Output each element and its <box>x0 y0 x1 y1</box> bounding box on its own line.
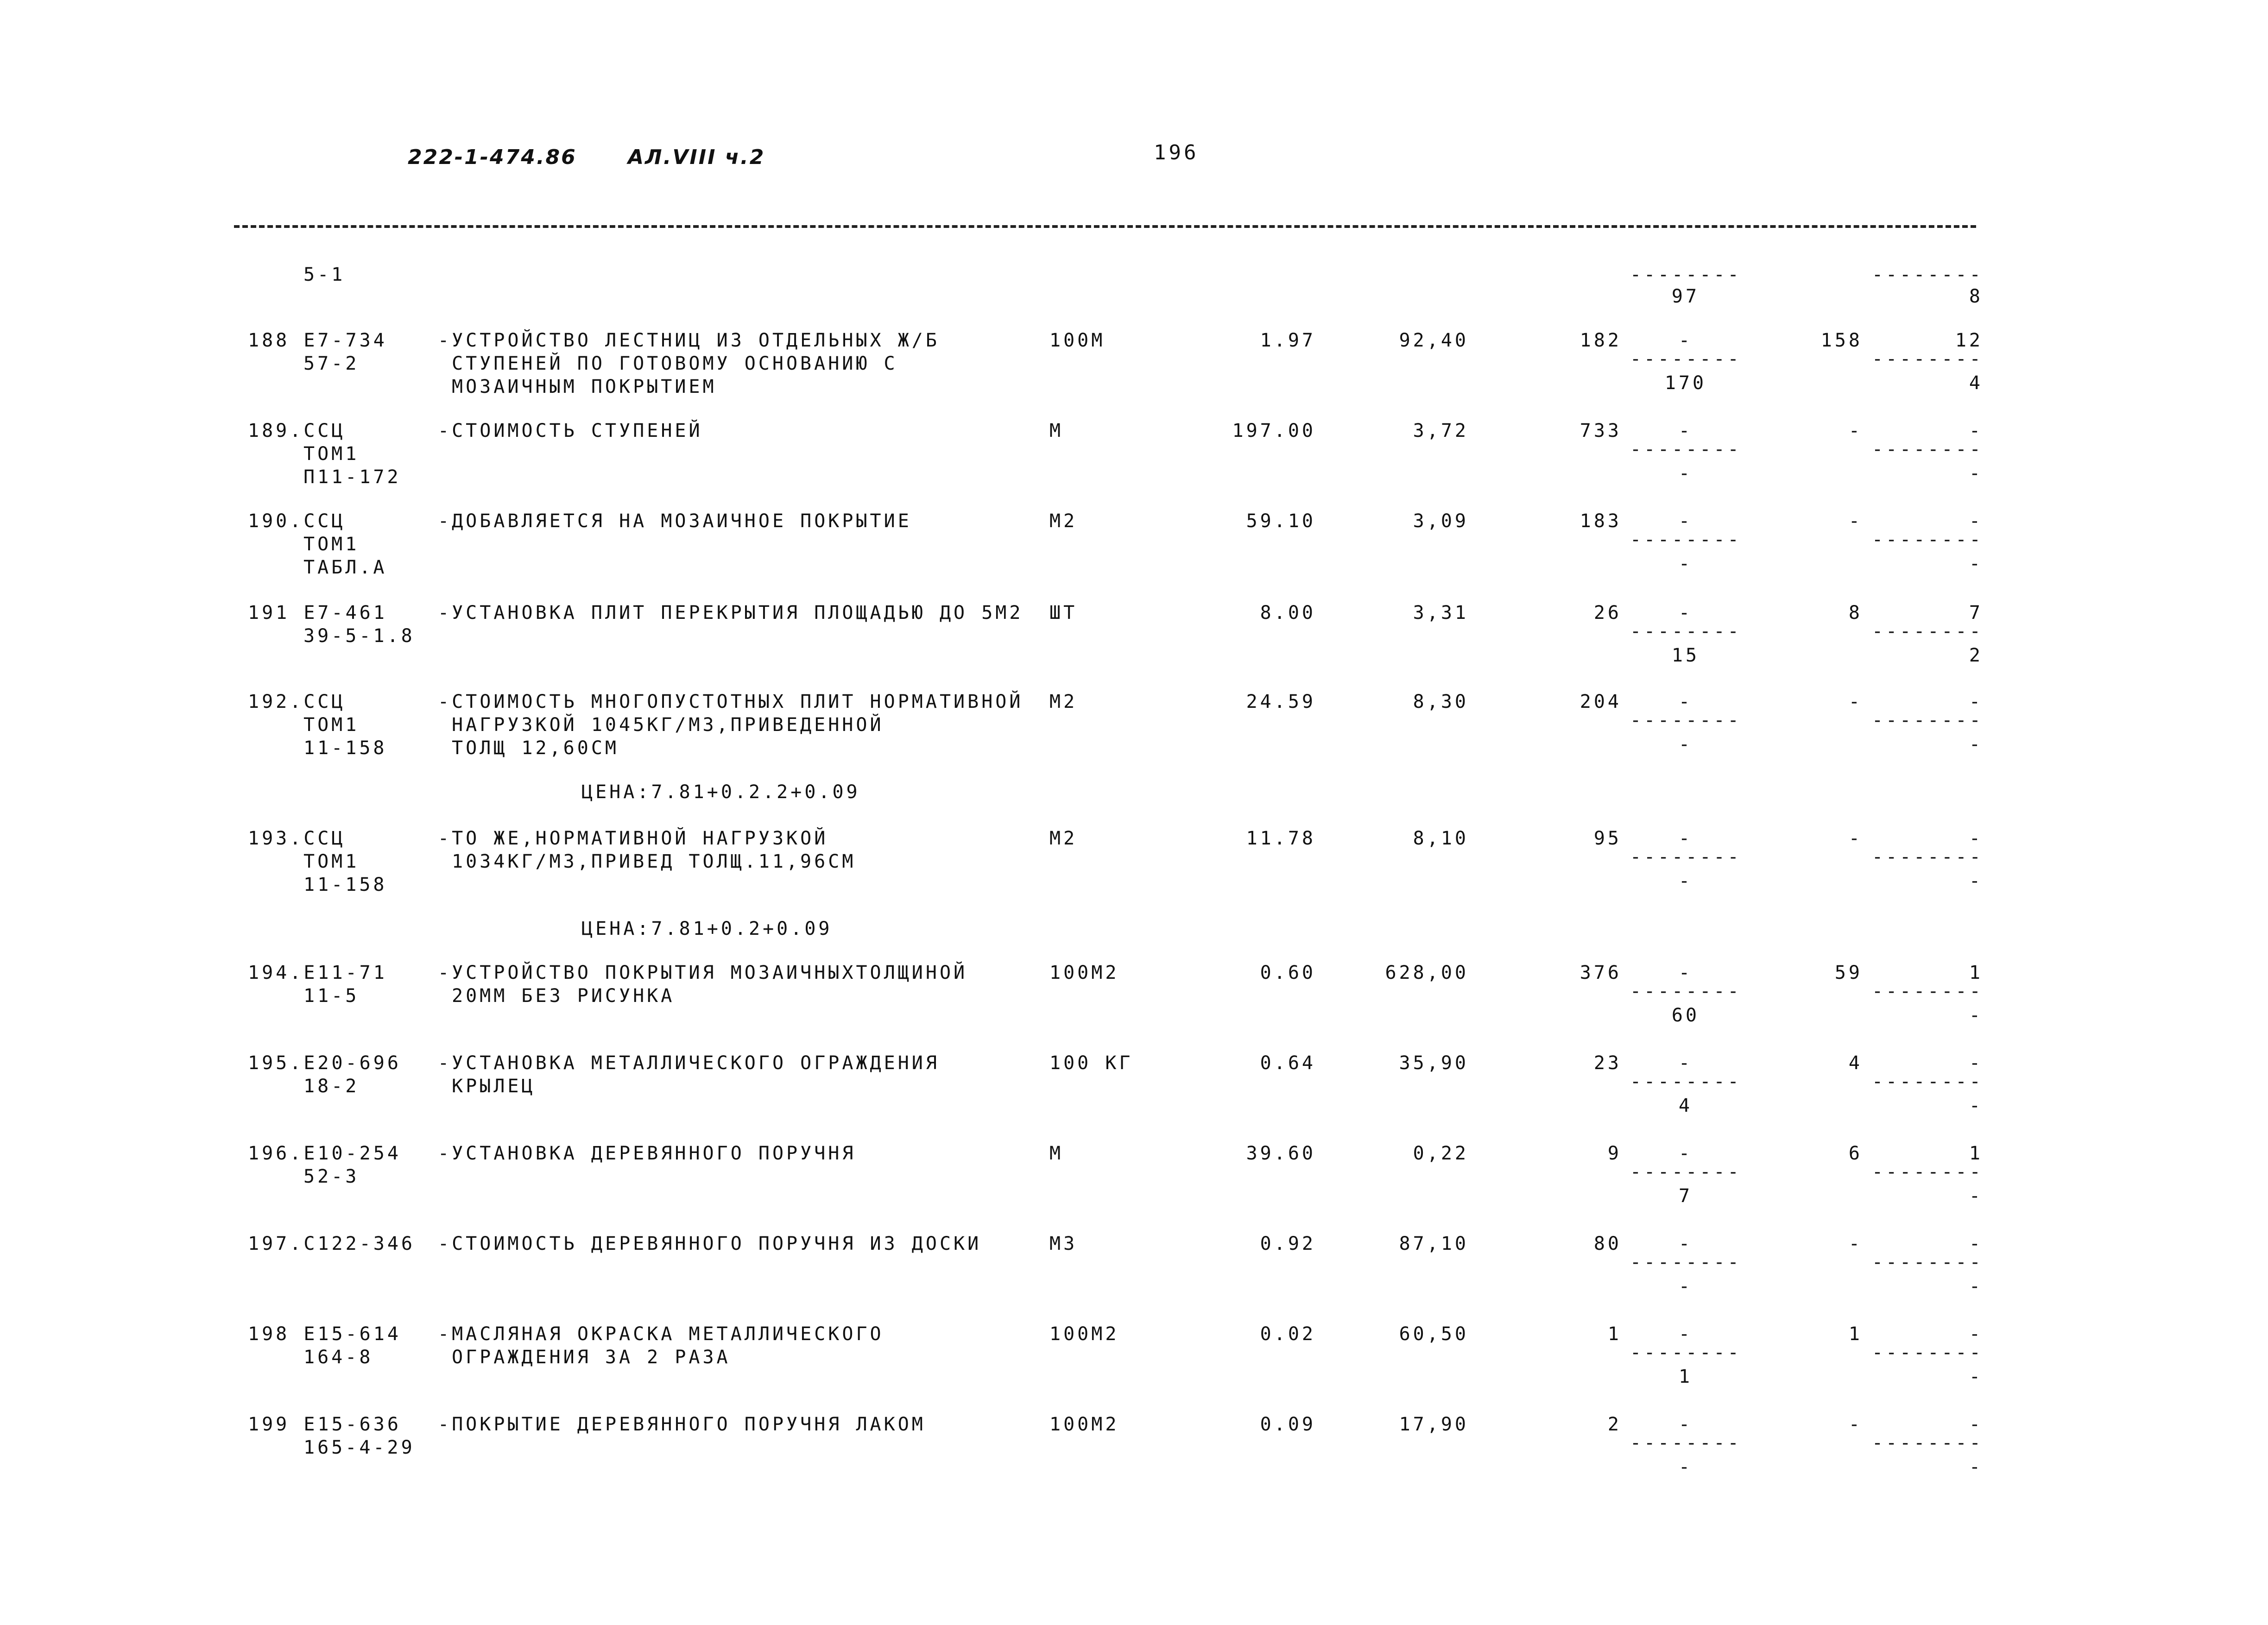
row-description: -УСТАНОВКА ПЛИТ ПЕРЕКРЫТИЯ ПЛОЩАДЬЮ ДО 5М2 <box>438 602 1023 624</box>
row-unit: 100М2 <box>1049 1414 1119 1435</box>
row-total: 183 <box>1579 510 1622 532</box>
row-code: 192.ССЦ <box>248 691 346 712</box>
row-col-a-line: -------- <box>1630 981 1742 1002</box>
row-col-b-left: 6 <box>1848 1143 1863 1164</box>
section-col-b-value: 8 <box>1969 286 1983 307</box>
row-col-a-bottom: - <box>1678 1276 1693 1297</box>
row-description: МОЗАИЧНЫМ ПОКРЫТИЕМ <box>452 376 717 397</box>
row-col-b-left: 158 <box>1820 330 1863 351</box>
row-description: ТОЛЩ 12,60СМ <box>452 737 619 759</box>
row-price: 3,72 <box>1413 420 1469 441</box>
row-col-b-top: - <box>1969 510 1983 532</box>
row-col-b-bottom: - <box>1969 1185 1983 1207</box>
row-col-b-top: - <box>1969 420 1983 441</box>
row-quantity: 8.00 <box>1260 602 1316 624</box>
row-col-a-bottom: - <box>1678 870 1693 892</box>
row-col-b-top: - <box>1969 828 1983 849</box>
row-col-a-line: -------- <box>1630 1252 1742 1273</box>
row-col-b-top: 1 <box>1969 1143 1983 1164</box>
row-col-a-bottom: - <box>1678 734 1693 755</box>
row-col-a-top: - <box>1678 602 1693 624</box>
row-col-b-top: - <box>1969 1052 1983 1074</box>
row-description: КРЫЛЕЦ <box>452 1076 536 1097</box>
row-col-b-line: -------- <box>1872 1071 1984 1092</box>
section-col-a-value: 97 <box>1671 286 1700 307</box>
row-price: 8,10 <box>1413 828 1469 849</box>
row-unit: 100М <box>1049 330 1106 351</box>
row-code: П11-172 <box>303 466 401 488</box>
row-col-a-top: - <box>1678 1143 1693 1164</box>
row-price: 0,22 <box>1413 1143 1469 1164</box>
row-col-b-line: -------- <box>1872 529 1984 550</box>
row-description: 1034КГ/М3,ПРИВЕД ТОЛЩ.11,96СМ <box>452 851 856 872</box>
row-price: 92,40 <box>1399 330 1469 351</box>
row-total: 23 <box>1593 1052 1622 1074</box>
row-description: -УСТАНОВКА ДЕРЕВЯННОГО ПОРУЧНЯ <box>438 1143 856 1164</box>
row-code: ТОМ1 <box>303 443 360 465</box>
row-price: 35,90 <box>1399 1052 1469 1074</box>
row-col-a-line: -------- <box>1630 846 1742 868</box>
row-total: 2 <box>1607 1414 1622 1435</box>
row-total: 1 <box>1607 1323 1622 1345</box>
section-label: 5-1 <box>303 264 346 285</box>
row-col-a-top: - <box>1678 420 1693 441</box>
row-col-a-line: -------- <box>1630 1432 1742 1454</box>
row-col-a-top: - <box>1678 1052 1693 1074</box>
section-col-a-line: -------- <box>1630 264 1742 285</box>
row-unit: 100М2 <box>1049 1323 1119 1345</box>
section-col-b-line: -------- <box>1872 264 1984 285</box>
row-col-b-bottom: - <box>1969 1095 1983 1116</box>
row-col-b-left: - <box>1848 1233 1863 1254</box>
row-col-b-bottom: - <box>1969 1005 1983 1026</box>
row-col-b-bottom: 4 <box>1969 372 1983 394</box>
row-description: -ПОКРЫТИЕ ДЕРЕВЯННОГО ПОРУЧНЯ ЛАКОМ <box>438 1414 926 1435</box>
row-price: 3,09 <box>1413 510 1469 532</box>
row-unit: 100М2 <box>1049 962 1119 983</box>
row-col-b-line: -------- <box>1872 439 1984 460</box>
row-quantity: 39.60 <box>1246 1143 1316 1164</box>
row-col-a-top: - <box>1678 828 1693 849</box>
row-code: ТОМ1 <box>303 714 360 736</box>
row-total: 204 <box>1579 691 1622 712</box>
row-col-b-left: 4 <box>1848 1052 1863 1074</box>
row-unit: М <box>1049 1143 1064 1164</box>
row-description: -СТОИМОСТЬ СТУПЕНЕЙ <box>438 420 703 441</box>
row-col-a-line: -------- <box>1630 621 1742 642</box>
row-col-b-bottom: - <box>1969 870 1983 892</box>
row-col-b-top: 7 <box>1969 602 1983 624</box>
row-col-b-bottom: 2 <box>1969 645 1983 666</box>
row-col-b-left: - <box>1848 691 1863 712</box>
row-col-b-line: -------- <box>1872 710 1984 731</box>
row-col-a-line: -------- <box>1630 439 1742 460</box>
row-col-a-line: -------- <box>1630 710 1742 731</box>
row-col-a-bottom: - <box>1678 463 1693 484</box>
row-col-b-bottom: - <box>1969 1456 1983 1478</box>
row-col-b-bottom: - <box>1969 553 1983 574</box>
row-code: 190.ССЦ <box>248 510 346 532</box>
row-col-a-line: -------- <box>1630 529 1742 550</box>
row-col-a-top: - <box>1678 962 1693 983</box>
row-col-a-top: - <box>1678 1414 1693 1435</box>
row-code: 188 Е7-734 <box>248 330 387 351</box>
row-description: -УСТАНОВКА МЕТАЛЛИЧЕСКОГО ОГРАЖДЕНИЯ <box>438 1052 940 1074</box>
row-description: -СТОИМОСТЬ МНОГОПУСТОТНЫХ ПЛИТ НОРМАТИВНОЙ <box>438 691 1023 712</box>
row-col-b-line: -------- <box>1872 1342 1984 1363</box>
row-col-b-line: -------- <box>1872 1432 1984 1454</box>
row-col-a-line: -------- <box>1630 1161 1742 1183</box>
row-col-b-left: - <box>1848 828 1863 849</box>
row-code: 11-5 <box>303 985 360 1007</box>
row-total: 95 <box>1593 828 1622 849</box>
row-quantity: 0.09 <box>1260 1414 1316 1435</box>
row-col-a-bottom: 4 <box>1678 1095 1693 1116</box>
row-total: 733 <box>1579 420 1622 441</box>
row-code: ТОМ1 <box>303 534 360 555</box>
row-code: ТАБЛ.А <box>303 557 387 578</box>
row-code: ТОМ1 <box>303 851 360 872</box>
row-code: 165-4-29 <box>303 1437 415 1458</box>
row-code: 39-5-1.8 <box>303 625 415 647</box>
row-description: -МАСЛЯНАЯ ОКРАСКА МЕТАЛЛИЧЕСКОГО <box>438 1323 884 1345</box>
row-price: 8,30 <box>1413 691 1469 712</box>
row-description: -ТО ЖЕ,НОРМАТИВНОЙ НАГРУЗКОЙ <box>438 828 828 849</box>
row-unit: М2 <box>1049 691 1078 712</box>
row-code: 197.С122-346 <box>248 1233 415 1254</box>
row-col-a-top: - <box>1678 1233 1693 1254</box>
row-total: 9 <box>1607 1143 1622 1164</box>
row-total: 376 <box>1579 962 1622 983</box>
row-description: -СТОИМОСТЬ ДЕРЕВЯННОГО ПОРУЧНЯ ИЗ ДОСКИ <box>438 1233 982 1254</box>
row-price: 87,10 <box>1399 1233 1469 1254</box>
row-price-note: ЦЕНА:7.81+0.2.2+0.09 <box>581 781 860 803</box>
row-price: 17,90 <box>1399 1414 1469 1435</box>
row-col-a-top: - <box>1678 1323 1693 1345</box>
row-col-b-line: -------- <box>1872 348 1984 370</box>
row-description: 20ММ БЕЗ РИСУНКА <box>452 985 675 1007</box>
row-code: 11-158 <box>303 874 387 895</box>
row-col-b-bottom: - <box>1969 734 1983 755</box>
row-code: 195.Е20-696 <box>248 1052 401 1074</box>
row-col-b-line: -------- <box>1872 1161 1984 1183</box>
row-price: 3,31 <box>1413 602 1469 624</box>
row-quantity: 0.02 <box>1260 1323 1316 1345</box>
row-code: 191 Е7-461 <box>248 602 387 624</box>
row-col-a-bottom: 170 <box>1664 372 1707 394</box>
row-code: 164-8 <box>303 1347 373 1368</box>
row-col-a-line: -------- <box>1630 1342 1742 1363</box>
row-col-a-top: - <box>1678 330 1693 351</box>
row-col-b-left: 59 <box>1834 962 1863 983</box>
row-code: 198 Е15-614 <box>248 1323 401 1345</box>
row-col-b-line: -------- <box>1872 621 1984 642</box>
row-col-b-left: - <box>1848 510 1863 532</box>
row-unit: М <box>1049 420 1064 441</box>
row-col-a-bottom: - <box>1678 1456 1693 1478</box>
row-price-note: ЦЕНА:7.81+0.2+0.09 <box>581 918 833 939</box>
row-unit: М2 <box>1049 510 1078 532</box>
row-col-b-top: 12 <box>1955 330 1983 351</box>
row-col-a-top: - <box>1678 691 1693 712</box>
row-total: 80 <box>1593 1233 1622 1254</box>
row-col-b-top: - <box>1969 1414 1983 1435</box>
row-quantity: 0.64 <box>1260 1052 1316 1074</box>
row-col-a-bottom: - <box>1678 553 1693 574</box>
header-divider <box>234 225 1976 228</box>
doc-code: 222-1-474.86 <box>408 145 577 169</box>
row-description: СТУПЕНЕЙ ПО ГОТОВОМУ ОСНОВАНИЮ С <box>452 353 898 374</box>
row-price: 60,50 <box>1399 1323 1469 1345</box>
row-col-b-top: - <box>1969 691 1983 712</box>
row-col-a-bottom: 1 <box>1678 1366 1693 1387</box>
row-col-a-line: -------- <box>1630 348 1742 370</box>
row-description: ОГРАЖДЕНИЯ ЗА 2 РАЗА <box>452 1347 731 1368</box>
row-code: 11-158 <box>303 737 387 759</box>
row-col-b-line: -------- <box>1872 981 1984 1002</box>
row-total: 26 <box>1593 602 1622 624</box>
row-code: 194.Е11-71 <box>248 962 387 983</box>
row-unit: М3 <box>1049 1233 1078 1254</box>
row-col-a-line: -------- <box>1630 1071 1742 1092</box>
row-unit: 100 КГ <box>1049 1052 1133 1074</box>
row-col-b-top: - <box>1969 1323 1983 1345</box>
row-code: 199 Е15-636 <box>248 1414 401 1435</box>
row-col-b-top: 1 <box>1969 962 1983 983</box>
row-description: -УСТРОЙСТВО ЛЕСТНИЦ ИЗ ОТДЕЛЬНЫХ Ж/Б <box>438 330 940 351</box>
row-unit: ШТ <box>1049 602 1078 624</box>
row-code: 189.ССЦ <box>248 420 346 441</box>
row-description: -ДОБАВЛЯЕТСЯ НА МОЗАИЧНОЕ ПОКРЫТИЕ <box>438 510 912 532</box>
row-code: 57-2 <box>303 353 360 374</box>
row-col-b-left: 1 <box>1848 1323 1863 1345</box>
row-quantity: 0.92 <box>1260 1233 1316 1254</box>
row-code: 193.ССЦ <box>248 828 346 849</box>
row-code: 52-3 <box>303 1166 360 1187</box>
row-description: -УСТРОЙСТВО ПОКРЫТИЯ МОЗАИЧНЫХТОЛЩИНОЙ <box>438 962 968 983</box>
row-quantity: 24.59 <box>1246 691 1316 712</box>
row-col-a-top: - <box>1678 510 1693 532</box>
row-total: 182 <box>1579 330 1622 351</box>
page-number: 196 <box>1154 141 1199 164</box>
row-quantity: 59.10 <box>1246 510 1316 532</box>
row-col-b-left: - <box>1848 1414 1863 1435</box>
row-col-b-left: 8 <box>1848 602 1863 624</box>
row-col-a-bottom: 7 <box>1678 1185 1693 1207</box>
row-col-b-line: -------- <box>1872 846 1984 868</box>
row-quantity: 1.97 <box>1260 330 1316 351</box>
row-unit: М2 <box>1049 828 1078 849</box>
row-quantity: 11.78 <box>1246 828 1316 849</box>
row-price: 628,00 <box>1385 962 1469 983</box>
row-col-a-bottom: 15 <box>1671 645 1700 666</box>
row-col-b-left: - <box>1848 420 1863 441</box>
row-col-b-line: -------- <box>1872 1252 1984 1273</box>
row-col-b-bottom: - <box>1969 1276 1983 1297</box>
row-code: 18-2 <box>303 1076 360 1097</box>
row-col-b-bottom: - <box>1969 1366 1983 1387</box>
row-col-b-bottom: - <box>1969 463 1983 484</box>
row-description: НАГРУЗКОЙ 1045КГ/М3,ПРИВЕДЕННОЙ <box>452 714 884 736</box>
album-label: АЛ.VIII ч.2 <box>628 145 765 169</box>
row-code: 196.Е10-254 <box>248 1143 401 1164</box>
row-quantity: 0.60 <box>1260 962 1316 983</box>
row-quantity: 197.00 <box>1232 420 1316 441</box>
row-col-b-top: - <box>1969 1233 1983 1254</box>
row-col-a-bottom: 60 <box>1671 1005 1700 1026</box>
